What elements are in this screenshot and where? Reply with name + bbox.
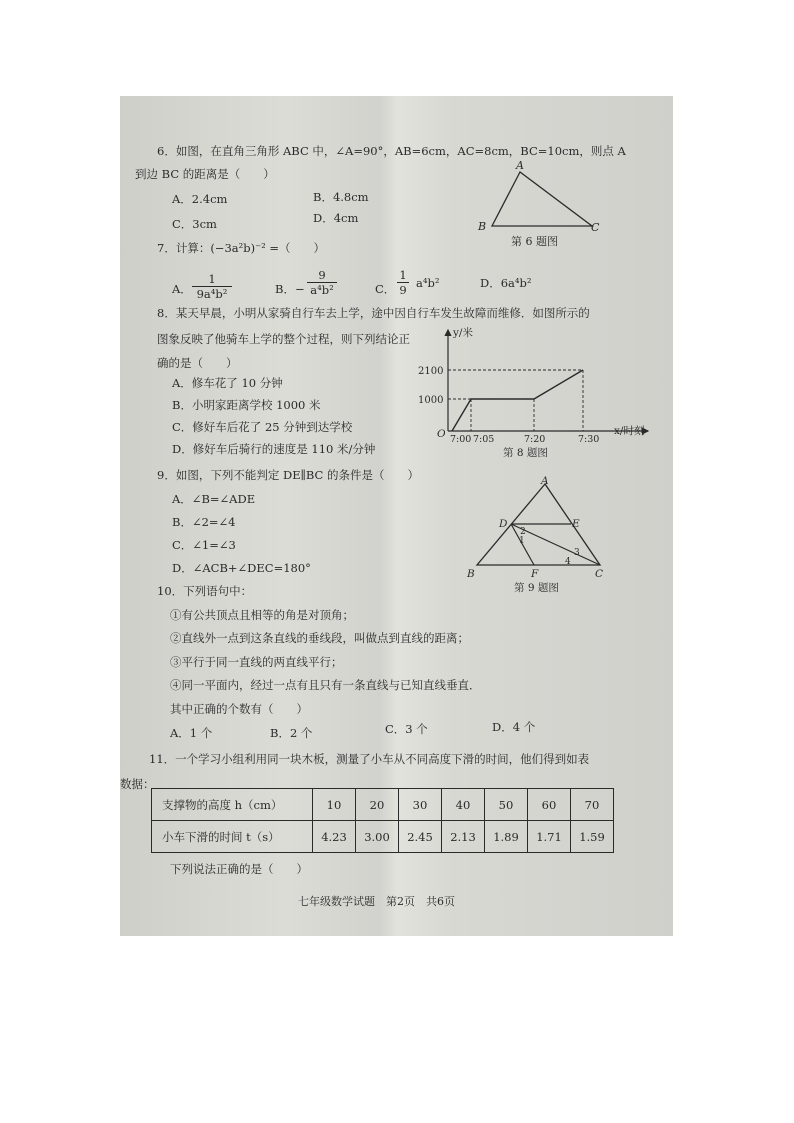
q9-label-f: F — [531, 568, 539, 580]
q6-option-c: C．3cm — [172, 217, 217, 231]
q8-option-b: B．小明家距离学校 1000 米 — [172, 398, 321, 412]
q11-time-cell: 2.45 — [399, 821, 442, 853]
q6-label-c: C — [591, 221, 600, 234]
q8-option-d: D．修好车后骑行的速度是 110 米/分钟 — [172, 442, 376, 456]
q6-option-d: D．4cm — [313, 211, 359, 225]
q9-angle-2: 2 — [520, 527, 526, 537]
q9-angle-4: 4 — [565, 557, 571, 567]
q8-journey-line — [452, 370, 583, 431]
q11-time-cell: 3.00 — [356, 821, 399, 853]
q11-time-cell: 1.59 — [571, 821, 614, 853]
q7-option-d: D．6a⁴b² — [480, 276, 532, 290]
q9-option-d: D．∠ACB+∠DEC=180° — [172, 561, 311, 575]
q11-time-cell: 1.89 — [485, 821, 528, 853]
q8-stem-line1: 8．某天早晨，小明从家骑自行车去上学，途中因自行车发生故障而维修．如图所示的 — [157, 306, 590, 320]
q11-height-cell: 50 — [485, 789, 528, 821]
q10-statement-4: ④同一平面内，经过一点有且只有一条直线与已知直线垂直． — [170, 678, 481, 692]
q10-ask: 其中正确的个数有（ ） — [170, 702, 308, 716]
q9-label-b: B — [467, 568, 475, 580]
q8-fig-caption: 第 8 题图 — [503, 447, 548, 459]
q7-option-b-letter: B．− — [275, 282, 305, 296]
q10-statement-2: ②直线外一点到这条直线的垂线段，叫做点到直线的距离； — [170, 631, 469, 645]
q11-ask: 下列说法正确的是（ ） — [170, 862, 308, 876]
q11-stem-line1: 11．一个学习小组利用同一块木板，测量了小车从不同高度下滑的时间，他们得到如表 — [149, 752, 590, 766]
q10-option-a: A．1 个 — [170, 726, 213, 740]
q7-option-b-denominator: a⁴b² — [307, 282, 337, 297]
q9-option-a: A．∠B=∠ADE — [172, 492, 256, 506]
q7-option-b-fraction — [307, 268, 337, 297]
q9-label-e: E — [572, 518, 580, 530]
q6-label-a: A — [516, 159, 524, 172]
q8-stem-line3: 确的是（ ） — [157, 356, 238, 370]
q7-option-c-letter: C． — [375, 282, 396, 296]
exam-page — [120, 96, 673, 936]
q6-fig-caption: 第 6 题图 — [511, 235, 558, 248]
q8-x-tick-730: 7:30 — [578, 434, 600, 445]
q8-x-tick-700: 7:00 — [450, 434, 472, 445]
q8-origin-label: O — [437, 428, 446, 440]
q8-option-a: A．修车花了 10 分钟 — [172, 376, 283, 390]
q10-option-c: C．3 个 — [385, 722, 428, 736]
q11-height-cell: 40 — [442, 789, 485, 821]
q9-triangle-figure — [465, 476, 615, 600]
q11-row-height — [152, 789, 614, 821]
q11-time-cell: 2.13 — [442, 821, 485, 853]
q6-triangle-figure — [470, 158, 610, 250]
page-footer: 七年级数学试题 第2页 共6页 — [298, 895, 455, 908]
q11-height-cell: 30 — [399, 789, 442, 821]
q7-stem: 7．计算：(−3a²b)⁻² =（ ） — [157, 241, 326, 255]
q7-option-a-fraction — [192, 272, 232, 301]
q6-option-a: A．2.4cm — [172, 192, 228, 206]
q7-option-c-tail: a⁴b² — [416, 276, 440, 290]
q9-option-b: B．∠2=∠4 — [172, 515, 236, 529]
q9-angle-3: 3 — [574, 548, 580, 558]
q10-option-b: B．2 个 — [270, 726, 313, 740]
q11-stem-line2: 数据： — [120, 777, 155, 791]
q9-fig-caption: 第 9 题图 — [514, 582, 559, 594]
q7-option-b-numerator: 9 — [318, 268, 326, 282]
q6-triangle — [492, 172, 592, 226]
q6-option-b: B．4.8cm — [313, 190, 369, 204]
q9-option-c: C．∠1=∠3 — [172, 538, 236, 552]
q8-x-tick-720: 7:20 — [524, 434, 546, 445]
q6-stem-line2: 到边 BC 的距离是（ ） — [135, 167, 275, 181]
q10-statement-3: ③平行于同一直线的两直线平行； — [170, 655, 343, 669]
q8-y-axis-label: y/米 — [453, 327, 473, 339]
q11-row-height-header: 支撑物的高度 h（cm） — [152, 789, 313, 821]
q9-label-c: C — [595, 568, 604, 580]
q11-height-cell: 20 — [356, 789, 399, 821]
q8-y-tick-1000: 1000 — [418, 395, 444, 406]
q11-row-time — [152, 821, 614, 853]
q8-stem-line2: 图象反映了他骑车上学的整个过程，则下列结论正 — [157, 332, 410, 346]
q7-option-c-numerator: 1 — [399, 268, 407, 282]
q9-stem: 9．如图，下列不能判定 DE∥BC 的条件是（ ） — [157, 468, 420, 482]
q7-option-a-denominator: 9a⁴b² — [192, 286, 232, 301]
q11-height-cell: 70 — [571, 789, 614, 821]
q7-option-c-fraction — [397, 268, 409, 297]
q9-angle-1: 1 — [519, 536, 525, 546]
q10-option-d: D．4 个 — [492, 720, 536, 734]
q9-label-d: D — [499, 518, 508, 530]
q11-time-cell: 1.71 — [528, 821, 571, 853]
q8-y-tick-2100: 2100 — [418, 366, 444, 377]
q11-data-table — [151, 788, 614, 853]
q7-option-c-denominator: 9 — [397, 282, 409, 297]
q11-time-cell: 4.23 — [313, 821, 356, 853]
q7-option-a-numerator: 1 — [208, 272, 216, 286]
q8-x-tick-705: 7:05 — [473, 434, 495, 445]
q10-statement-1: ①有公共顶点且相等的角是对顶角； — [170, 608, 354, 622]
q6-stem-line1: 6．如图，在直角三角形 ABC 中，∠A=90°，AB=6cm，AC=8cm，BC=10cm，则点 A — [157, 144, 626, 158]
q7-option-a-letter: A． — [172, 282, 192, 296]
q10-stem: 10．下列语句中： — [157, 584, 253, 598]
q11-height-cell: 60 — [528, 789, 571, 821]
q8-option-c: C．修好车后花了 25 分钟到达学校 — [172, 420, 353, 434]
q9-label-a: A — [541, 476, 549, 487]
q6-label-b: B — [478, 220, 487, 233]
q11-row-time-header: 小车下滑的时间 t（s） — [152, 821, 313, 853]
q11-height-cell: 10 — [313, 789, 356, 821]
q8-x-axis-label: x/时刻 — [614, 425, 645, 437]
q8-distance-time-graph — [410, 324, 660, 460]
